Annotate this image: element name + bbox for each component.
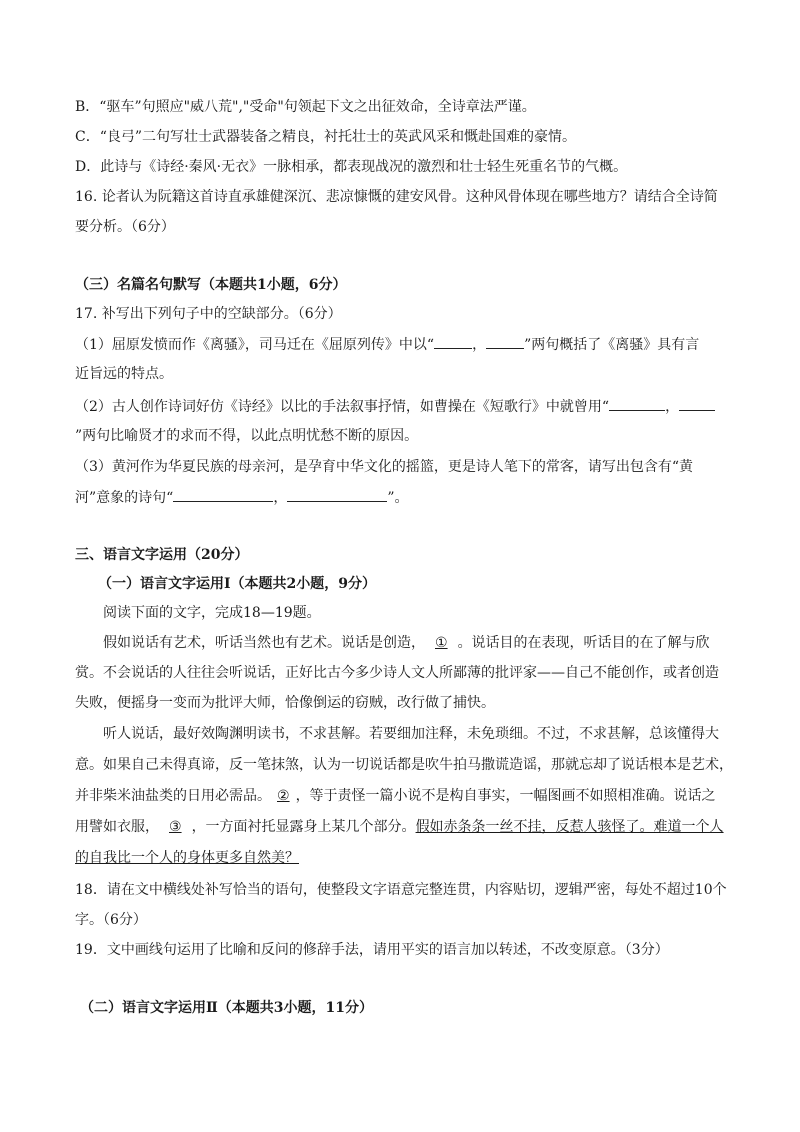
passage-text: 。说话目的在表现，听话目的在了解与欣: [457, 635, 710, 651]
section-heading-recitation: （三）名篇名句默写（本题共1小题，6分）: [75, 277, 347, 293]
question-18-line2: 字。（6分）: [75, 912, 147, 928]
question-17-stem: 17. 补写出下列句子中的空缺部分。（6分）: [75, 306, 342, 322]
item2-separator: ，: [665, 399, 680, 415]
passage-p2-line5: 的自我比一个人的身体更多自然美？: [75, 850, 299, 866]
subsection-1-heading: （一）语言文字运用Ⅰ（本题共2小题，9分）: [98, 576, 377, 592]
question-17-item3-line2: [75, 487, 409, 508]
passage-p1-line3: 失败，便摇身一变而为批评大师，恰像倒运的窃贼，改行做了捕快。: [75, 695, 495, 711]
answer-blank[interactable]: [173, 487, 273, 502]
item3-separator: ，: [273, 490, 288, 506]
question-16-line1: 16. 论者认为阮籍这首诗直承雄健深沉、悲凉慷慨的建安风骨。这种风骨体现在哪些地方？请结合全诗简: [75, 189, 718, 205]
question-18-line1: 18．请在文中横线处补写恰当的语句，使整段文字语意完整连贯，内容贴切，逻辑严密，每处不超过10个: [75, 882, 727, 898]
passage-p2-line1: 听人说话，最好效陶渊明读书，不求甚解。若要细加注释，未免琐细。不过，不求甚解，总该懂得大: [103, 726, 719, 742]
item1-separator: ，: [472, 337, 487, 353]
question-17-item2: [75, 396, 715, 417]
answer-blank[interactable]: [609, 396, 665, 411]
passage-p1-line2: 赏。不会说话的人往往会听说话，正好比古今多少诗人文人所鄙薄的批评家——自己不能创作，或者创造: [75, 665, 719, 681]
option-c: C．“良弓”二句写壮士武器装备之精良，衬托壮士的英武风采和慨赴国难的豪情。: [75, 129, 577, 145]
item3-text-a: 河”意象的诗句“: [75, 490, 174, 506]
passage-text: 并非柴米油盐类的日用必需品。: [75, 788, 271, 804]
question-16-line2: 要分析。（6分）: [75, 219, 175, 235]
answer-blank[interactable]: [486, 334, 524, 349]
passage-p2-line3: [75, 786, 716, 806]
passage-p1-line1: [103, 633, 710, 653]
passage-text: 用譬如衣服，: [75, 819, 159, 835]
item2-text-a: （2）古人创作诗词好仿《诗经》以比的手法叙事抒情，如曹操在《短歌行》中就曾用“: [75, 399, 610, 415]
part-three-heading: 三、语言文字运用（20分）: [75, 547, 249, 563]
item1-text-a: （1）屈原发愤而作《离骚》，司马迁在《屈原列传》中以“: [75, 337, 435, 353]
item3-text-b: ”。: [387, 490, 409, 506]
passage-blank-2[interactable]: ②: [277, 788, 290, 804]
question-17-item3-line1: （3）黄河作为华夏民族的母亲河，是孕育中华文化的摇篮，更是诗人笔下的常客，请写出包含有“黄: [75, 459, 694, 475]
underlined-sentence: 假如赤条条一丝不挂，反惹人骇怪了。难道一个人: [415, 819, 724, 835]
item1-text-b: ”两句概括了《离骚》具有言: [524, 337, 700, 353]
answer-blank[interactable]: [434, 334, 472, 349]
passage-text: ，等于责怪一篇小说不是构自事实，一幅图画不如照相准确。说话之: [295, 788, 716, 804]
answer-blank[interactable]: [287, 487, 387, 502]
option-b: B．“驱车”句照应"威八荒","受命"句领起下文之出征效命，全诗章法严谨。: [75, 99, 536, 115]
subsection-2-heading: （二）语言文字运用Ⅱ（本题共3小题，11分）: [80, 1000, 374, 1016]
passage-text: ，一方面衬托显露身上某几个部分。: [191, 819, 416, 835]
question-17-item1-line2: 近旨远的特点。: [75, 366, 173, 382]
question-17-item1: [75, 334, 699, 355]
passage-p2-line4: [75, 817, 724, 837]
reading-instruction: 阅读下面的文字，完成18—19题。: [103, 605, 321, 621]
passage-blank-1[interactable]: ①: [435, 635, 448, 651]
question-17-item2-line2: ”两句比喻贤才的求而不得，以此点明忧愁不断的原因。: [75, 428, 419, 444]
answer-blank[interactable]: [679, 396, 715, 411]
passage-text: 假如说话有艺术，听话当然也有艺术。说话是创造，: [103, 635, 425, 651]
question-19: 19．文中画线句运用了比喻和反问的修辞手法，请用平实的语言加以转述，不改变原意。（3分）: [75, 942, 669, 958]
passage-p2-line2: 意。如果自己未得真谛，反一笔抹煞，认为一切说话都是吹牛拍马撒谎造谣，那就忘却了说话根本是艺术，: [75, 757, 733, 773]
passage-blank-3[interactable]: ③: [169, 819, 182, 835]
option-d: D．此诗与《诗经·秦风·无衣》一脉相承，都表现战况的激烈和壮士轻生死重名节的气概。: [75, 159, 628, 175]
